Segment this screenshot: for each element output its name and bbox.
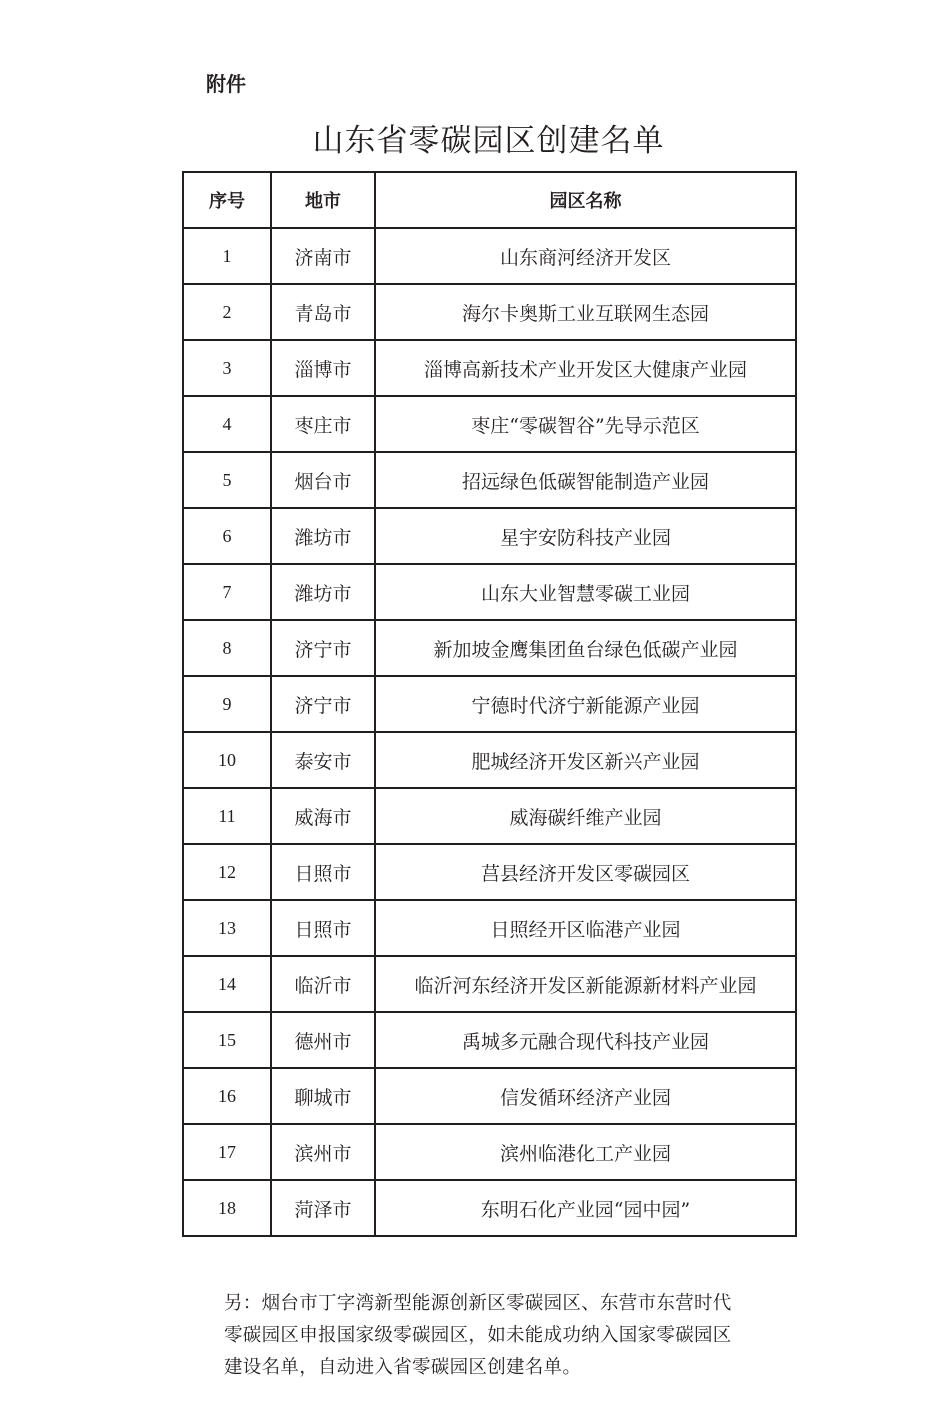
table-row [183, 564, 796, 620]
row-park-name: 肥城经济开发区新兴产业园 [375, 732, 796, 788]
row-city: 临沂市 [271, 956, 375, 1012]
row-city: 聊城市 [271, 1068, 375, 1124]
table-row [183, 1180, 796, 1236]
row-serial-number: 2 [183, 284, 271, 340]
row-serial-number: 17 [183, 1124, 271, 1180]
row-serial-number: 14 [183, 956, 271, 1012]
table-row [183, 732, 796, 788]
row-park-name: 星宇安防科技产业园 [375, 508, 796, 564]
table-row [183, 844, 796, 900]
row-city: 济宁市 [271, 676, 375, 732]
park-list-table [182, 171, 797, 1237]
table-row [183, 1068, 796, 1124]
row-serial-number: 3 [183, 340, 271, 396]
row-serial-number: 12 [183, 844, 271, 900]
table-row [183, 396, 796, 452]
attachment-label: 附件 [206, 72, 246, 96]
row-park-name: 枣庄“零碳智谷”先导示范区 [375, 396, 796, 452]
row-city: 日照市 [271, 844, 375, 900]
header-city: 地市 [271, 172, 375, 228]
row-serial-number: 18 [183, 1180, 271, 1236]
row-serial-number: 10 [183, 732, 271, 788]
table-row [183, 676, 796, 732]
table-header-row [183, 172, 796, 228]
row-serial-number: 5 [183, 452, 271, 508]
table-row [183, 508, 796, 564]
footnote-line: 零碳园区申报国家级零碳园区，如未能成功纳入国家零碳园区 [224, 1325, 732, 1346]
row-city: 德州市 [271, 1012, 375, 1068]
row-city: 潍坊市 [271, 564, 375, 620]
row-city: 威海市 [271, 788, 375, 844]
row-park-name: 信发循环经济产业园 [375, 1068, 796, 1124]
row-serial-number: 15 [183, 1012, 271, 1068]
document-title: 山东省零碳园区创建名单 [312, 123, 665, 159]
row-serial-number: 4 [183, 396, 271, 452]
row-park-name: 招远绿色低碳智能制造产业园 [375, 452, 796, 508]
row-city: 日照市 [271, 900, 375, 956]
row-park-name: 山东大业智慧零碳工业园 [375, 564, 796, 620]
row-park-name: 禹城多元融合现代科技产业园 [375, 1012, 796, 1068]
row-park-name: 新加坡金鹰集团鱼台绿色低碳产业园 [375, 620, 796, 676]
row-city: 淄博市 [271, 340, 375, 396]
table-row [183, 452, 796, 508]
row-park-name: 山东商河经济开发区 [375, 228, 796, 284]
row-city: 济宁市 [271, 620, 375, 676]
header-park-name: 园区名称 [375, 172, 796, 228]
row-serial-number: 13 [183, 900, 271, 956]
row-serial-number: 11 [183, 788, 271, 844]
row-park-name: 滨州临港化工产业园 [375, 1124, 796, 1180]
table-row [183, 620, 796, 676]
row-city: 枣庄市 [271, 396, 375, 452]
table-body [183, 228, 796, 1236]
row-city: 烟台市 [271, 452, 375, 508]
row-city: 泰安市 [271, 732, 375, 788]
row-park-name: 威海碳纤维产业园 [375, 788, 796, 844]
row-city: 滨州市 [271, 1124, 375, 1180]
row-park-name: 淄博高新技术产业开发区大健康产业园 [375, 340, 796, 396]
table-row [183, 284, 796, 340]
row-city: 潍坊市 [271, 508, 375, 564]
table-row [183, 228, 796, 284]
row-park-name: 东明石化产业园“园中园” [375, 1180, 796, 1236]
footnote-line: 建设名单，自动进入省零碳园区创建名单。 [224, 1357, 582, 1378]
table-row [183, 1012, 796, 1068]
table-row [183, 340, 796, 396]
footnote [224, 1288, 799, 1384]
row-serial-number: 9 [183, 676, 271, 732]
footnote-line: 另：烟台市丁字湾新型能源创新区零碳园区、东营市东营时代 [224, 1293, 732, 1314]
row-serial-number: 8 [183, 620, 271, 676]
table-row [183, 900, 796, 956]
row-park-name: 莒县经济开发区零碳园区 [375, 844, 796, 900]
row-city: 菏泽市 [271, 1180, 375, 1236]
row-serial-number: 6 [183, 508, 271, 564]
row-park-name: 海尔卡奥斯工业互联网生态园 [375, 284, 796, 340]
row-city: 济南市 [271, 228, 375, 284]
row-park-name: 日照经开区临港产业园 [375, 900, 796, 956]
row-park-name: 临沂河东经济开发区新能源新材料产业园 [375, 956, 796, 1012]
table-row [183, 788, 796, 844]
table-row [183, 956, 796, 1012]
row-serial-number: 16 [183, 1068, 271, 1124]
row-park-name: 宁德时代济宁新能源产业园 [375, 676, 796, 732]
row-serial-number: 7 [183, 564, 271, 620]
table-row [183, 1124, 796, 1180]
row-city: 青岛市 [271, 284, 375, 340]
row-serial-number: 1 [183, 228, 271, 284]
header-serial-number: 序号 [183, 172, 271, 228]
